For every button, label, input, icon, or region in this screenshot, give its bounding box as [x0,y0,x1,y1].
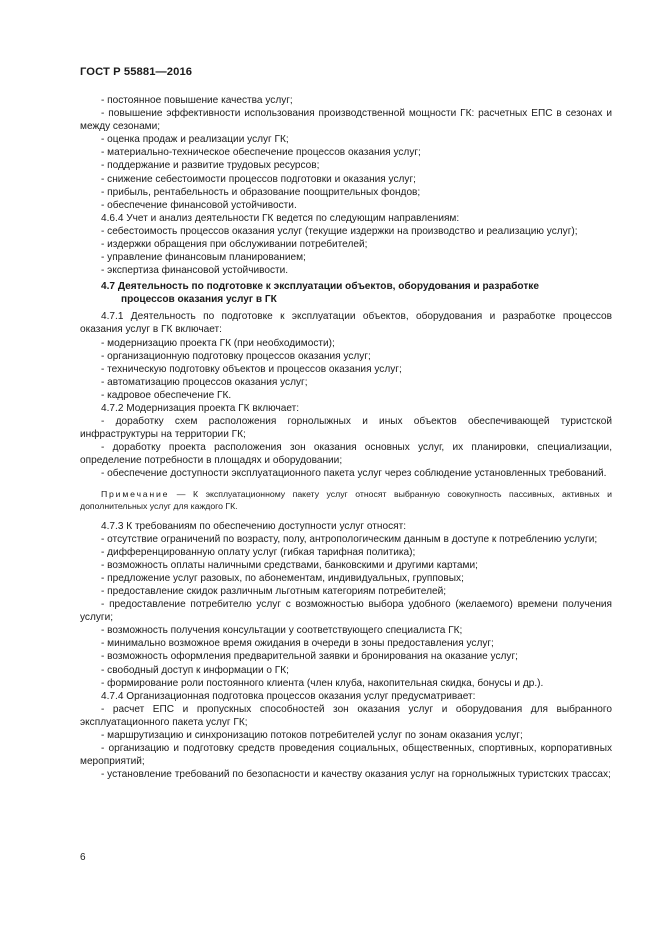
list-item: - расчет ЕПС и пропускных способностей зон оказания услуг и оборудования для выбранного эксплуатационного пакета услуг ГК; [80,703,612,728]
list-item: - модернизацию проекта ГК (при необходимости); [101,337,335,349]
list-item: - дифференцированную оплату услуг (гибкая тарифная политика); [101,546,416,558]
list-item: - предоставление потребителю услуг с возможностью выбора удобного (желаемого) времени получения услуги; [80,599,612,624]
clause-paragraph: 4.7.2 Модернизация проекта ГК включает: [101,402,300,414]
list-item: - обеспечение финансовой устойчивости. [101,199,297,211]
list-item: - маршрутизацию и синхронизацию потоков потребителей услуг по зонам оказания услуг; [101,730,523,742]
document-body [80,94,612,781]
list-item: - издержки обращения при обслуживании потребителей; [101,239,368,251]
section-heading [80,280,612,306]
list-item: - снижение себестоимости процессов подготовки и оказания услуг; [101,173,416,185]
list-item: - обеспечение доступности эксплуатационного пакета услуг через соблюдение установленных требований. [101,468,607,480]
section-heading-line: процессов оказания услуг в ГК [121,294,277,306]
note-text: — К эксплуатационному пакету услуг относят выбранную совокупность пассивных, активных и дополнительных услуг для каждого ГК. [80,488,612,511]
standard-header: ГОСТ Р 55881—2016 [80,66,193,78]
list-item: - экспертиза финансовой устойчивости. [101,265,289,277]
list-item: - материально-техническое обеспечение процессов оказания услуг; [101,147,421,159]
list-item: - возможность получения консультации у соответствующего специалиста ГК; [101,625,463,637]
list-item: - техническую подготовку объектов и процессов оказания услуг; [101,363,402,375]
note-paragraph [80,488,612,512]
list-item: - кадровое обеспечение ГК. [101,389,232,401]
section-heading-line: 4.7 Деятельность по подготовке к эксплуатации объектов, оборудования и разработке [101,281,539,293]
list-item: - доработку схем расположения горнолыжных и иных объектов обеспечивающей туристской инфраструктуры на территории ГК; [80,416,612,441]
list-item: - формирование роли постоянного клиента (член клуба, накопительная скидка, бонусы и др.). [101,677,544,689]
page-number: 6 [80,852,86,863]
list-item: - автоматизацию процессов оказания услуг; [101,376,308,388]
list-item: - постоянное повышение качества услуг; [101,95,293,106]
clause-paragraph: 4.7.3 К требованиям по обеспечению доступности услуг относят: [101,520,407,532]
clause-paragraph: 4.7.4 Организационная подготовка процессов оказания услуг предусматривает: [101,690,476,702]
list-item: - предложение услуг разовых, по абонементам, индивидуальных, групповых; [101,572,464,584]
list-item: - возможность оплаты наличными средствами, банковскими и другими картами; [101,559,478,571]
list-item: - предоставление скидок различным льготным категориям потребителей; [101,586,447,597]
clause-paragraph: 4.6.4 Учет и анализ деятельности ГК ведется по следующим направлениям: [101,212,460,224]
list-item: - поддержание и развитие трудовых ресурсов; [101,160,320,172]
list-item: - минимально возможное время ожидания в очереди в зоны предоставления услуг; [101,638,494,650]
list-item: - повышение эффективности использования производственной мощности ГК: расчетных ЕПС в сезонах и между сезонами; [80,108,612,133]
list-item: - свободный доступ к информации о ГК; [101,664,289,676]
list-item: - организацию и подготовку средств проведения социальных, общественных, спортивных, корпоративных мероприятий; [80,743,612,768]
list-item: - отсутствие ограничений по возрасту, полу, антропологическим данным в доступе к потреблению услуги; [101,533,598,545]
note-label: Примечание [101,488,170,499]
clause-paragraph: 4.7.1 Деятельность по подготовке к эксплуатации объектов, оборудования и разработке процессов оказания услуг в ГК включает: [80,311,612,336]
list-item: - установление требований по безопасности и качеству оказания услуг на горнолыжных туристских трассах; [101,769,611,781]
list-item: - прибыль, рентабельность и образование поощрительных фондов; [101,186,421,198]
list-item: - оценка продаж и реализации услуг ГК; [101,134,289,146]
list-item: - организационную подготовку процессов оказания услуг; [101,350,371,362]
list-item: - управление финансовым планированием; [101,252,306,264]
list-item: - возможность оформления предварительной заявки и бронирования на оказание услуг; [101,651,518,663]
list-item: - доработку проекта расположения зон оказания основных услуг, их планировки, специализации, определение потребности в площадях и оборудовании; [80,442,612,467]
list-item: - себестоимость процессов оказания услуг (текущие издержки на производство и реализацию услуг); [101,225,578,237]
